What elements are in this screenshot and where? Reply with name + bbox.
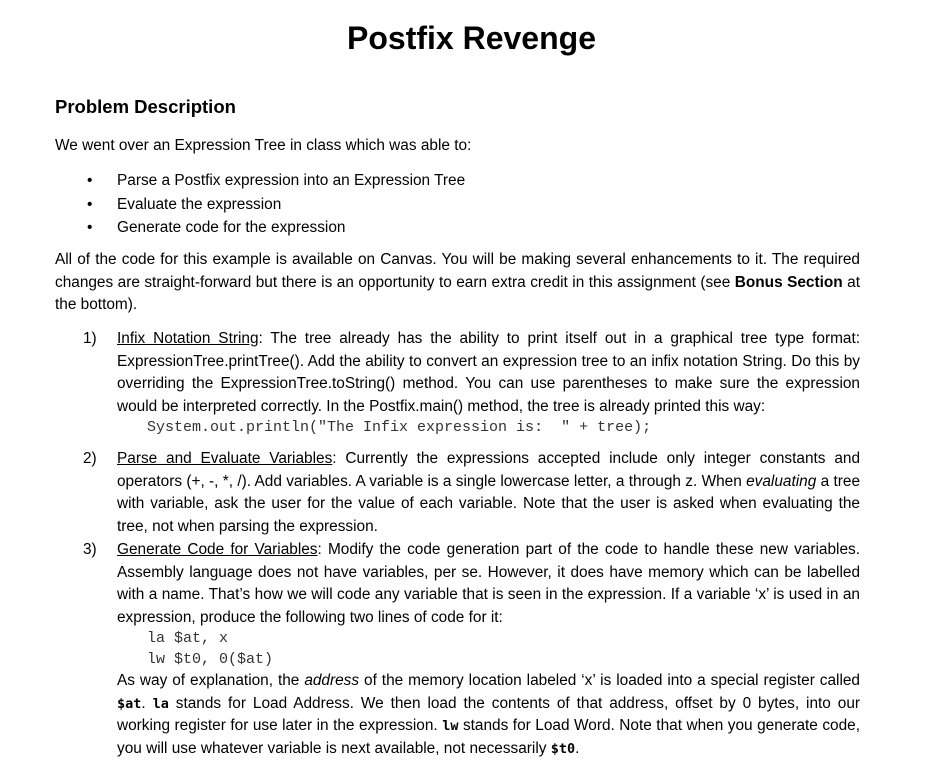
- list-item-text: Generate code for the expression: [117, 219, 346, 236]
- capability-list: [0, 170, 943, 241]
- overview-text: All of the code for this example is available on Canvas. You will be making several enhancements to it. The required changes are straight-forward but there is an opportunity to earn extra credit in this assignment (see: [55, 251, 860, 291]
- task-heading: Parse and Evaluate Variables: [117, 450, 333, 467]
- task-number: 3): [83, 541, 97, 558]
- overview-text-end: at the bottom).: [55, 273, 860, 313]
- explanation-text: As way of explanation, the: [117, 672, 305, 689]
- explanation-text: stands for Load Word. Note that when you generate code, you will use whatever variable is next available, not necessarily: [117, 717, 860, 757]
- task-text: : Modify the code generation part of the code to handle these new variables. Assembly language does not have variables, per se. However, it does have memory which can be labelled with a name. That’s how we will code any variable that is seen in the expression. If a variable ‘x’ is used in an expression, produce the following two lines of code for it:: [117, 541, 860, 626]
- bullet-icon: •: [87, 195, 93, 213]
- list-item-text: Evaluate the expression: [117, 195, 282, 213]
- emphasis-text: address: [304, 672, 360, 689]
- task-body: [117, 328, 860, 439]
- task-number: 2): [83, 450, 97, 467]
- task-number: 1): [83, 330, 97, 347]
- list-item: [0, 217, 943, 241]
- bonus-section-reference: Bonus Section: [734, 273, 843, 291]
- list-item-text: Parse a Postfix expression into an Expression Tree: [117, 172, 466, 189]
- bullet-icon: •: [87, 219, 93, 236]
- register-t0: $t0: [550, 740, 576, 757]
- code-line: lw $t0, 0($at): [147, 650, 274, 668]
- explanation-text: of the memory location labeled ‘x’ is loaded into a special register called: [359, 672, 860, 689]
- explanation-text: .: [141, 694, 153, 712]
- task-text-end: a tree with variable, ask the user for the value of each variable. Note that the user is asked when evaluating the tree, not when parsing the expression.: [117, 472, 860, 535]
- list-item: [0, 170, 943, 194]
- register-at: $at: [117, 695, 142, 712]
- emphasis-text: evaluating: [746, 472, 817, 490]
- task-text: : The tree already has the ability to print itself out in a graphical tree type format: ExpressionTree.printTree(). Add the ability to convert an expression tree to an infix notation String. Do this by overriding the ExpressionTree.toString() method. You can use parentheses to make sure the expression would be interpreted correctly. In the Postfix.main() method, the tree is already printed this way:: [117, 330, 861, 415]
- bullet-icon: •: [87, 172, 93, 189]
- code-line: la $at, x: [147, 630, 229, 647]
- list-item: [0, 194, 943, 218]
- overview-paragraph: [55, 249, 860, 317]
- task-heading: Infix Notation String: [117, 330, 259, 347]
- task-body: [117, 539, 860, 760]
- task-body: [117, 448, 860, 538]
- page-title: Postfix Revenge: [347, 20, 596, 56]
- section-heading: Problem Description: [55, 96, 236, 117]
- explanation-text-end: .: [575, 739, 580, 757]
- code-snippet: System.out.println("The Infix expression is: " + tree);: [147, 419, 652, 436]
- task-heading: Generate Code for Variables: [117, 541, 318, 558]
- task-text: : Currently the expressions accepted include only integer constants and operators (+, -, *, /). Add variables. A variable is a single lowercase letter, a through z. When: [117, 450, 860, 490]
- keyword-la: la: [152, 695, 169, 712]
- explanation-text: stands for Load Address. We then load the contents of that address, offset by 0 bytes, into our working register for use later in the expression.: [117, 694, 861, 734]
- keyword-lw: lw: [442, 718, 459, 734]
- intro-paragraph: We went over an Expression Tree in class which was able to:: [55, 137, 472, 154]
